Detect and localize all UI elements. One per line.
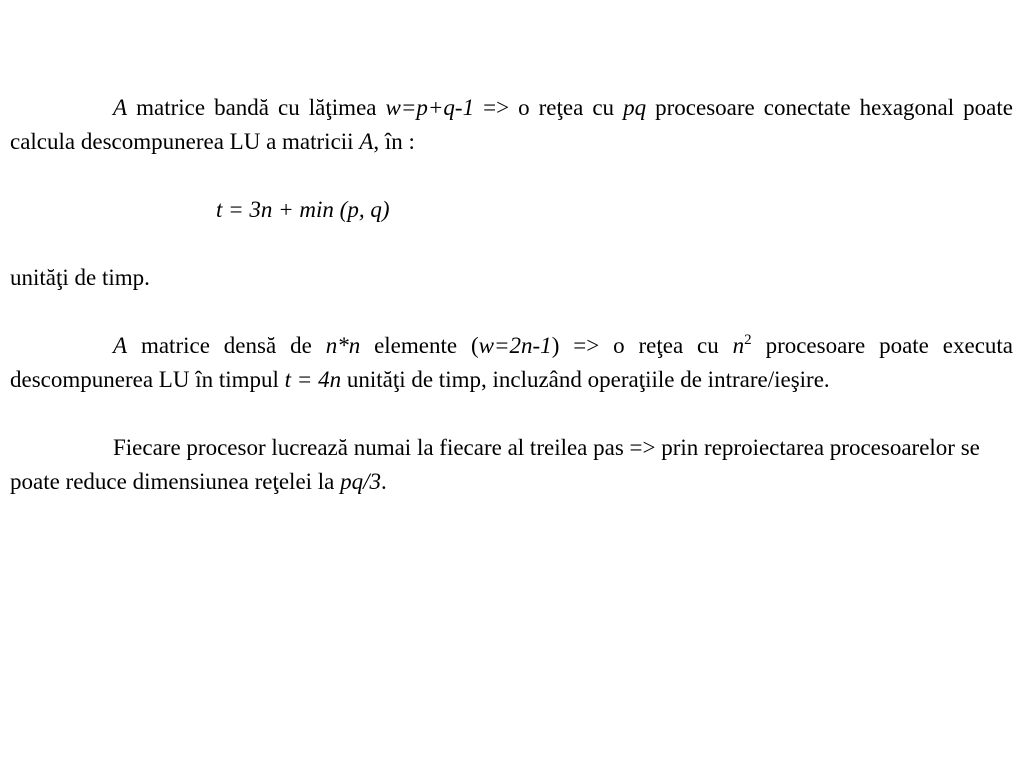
text: ) => o reţea cu [551, 333, 733, 358]
spacer [10, 227, 1013, 261]
text: => o reţea cu [474, 95, 624, 120]
spacer [10, 159, 1013, 193]
slide-content [10, 91, 1013, 499]
text: matrice bandă cu lăţimea [127, 95, 386, 120]
paragraph-processor [10, 431, 1013, 499]
var-pq3: pq/3 [340, 469, 382, 494]
var-w: w=2n-1 [478, 333, 552, 358]
paragraph-band-matrix [10, 91, 1013, 159]
paragraph-dense-matrix [10, 329, 1013, 397]
text: matrice densă de [127, 333, 326, 358]
text: unităţi de timp, incluzând operaţiile de intrare/ieşire. [341, 367, 830, 392]
spacer [10, 397, 1013, 431]
text: . [381, 469, 387, 494]
var-a: A [359, 129, 374, 154]
var-nn: n*n [325, 333, 361, 358]
text: procesoare conectate hexagonal poate calcula descompunerea LU a matricii [10, 95, 1013, 154]
text: Fiecare procesor lucrează numai la fiecare al treilea pas => prin reproiectarea procesoarelor se poate reduce dimensiunea reţelei la [10, 435, 980, 494]
formula-time: t = 3n + min (p, q) [216, 197, 390, 222]
text: , în : [373, 129, 415, 154]
var-a: A [113, 95, 128, 120]
spacer [10, 295, 1013, 329]
exponent: 2 [744, 332, 752, 348]
text: elemente ( [360, 333, 479, 358]
var-t: t = 4n [284, 367, 342, 392]
text: procesoare poate executa descompunerea LU în timpul [10, 333, 1013, 392]
var-pq: pq [623, 95, 647, 120]
paragraph-time-units: unităţi de timp. [10, 265, 150, 290]
var-w: w=p+q-1 [385, 95, 475, 120]
var-n: n [732, 333, 745, 358]
var-a: A [113, 333, 128, 358]
